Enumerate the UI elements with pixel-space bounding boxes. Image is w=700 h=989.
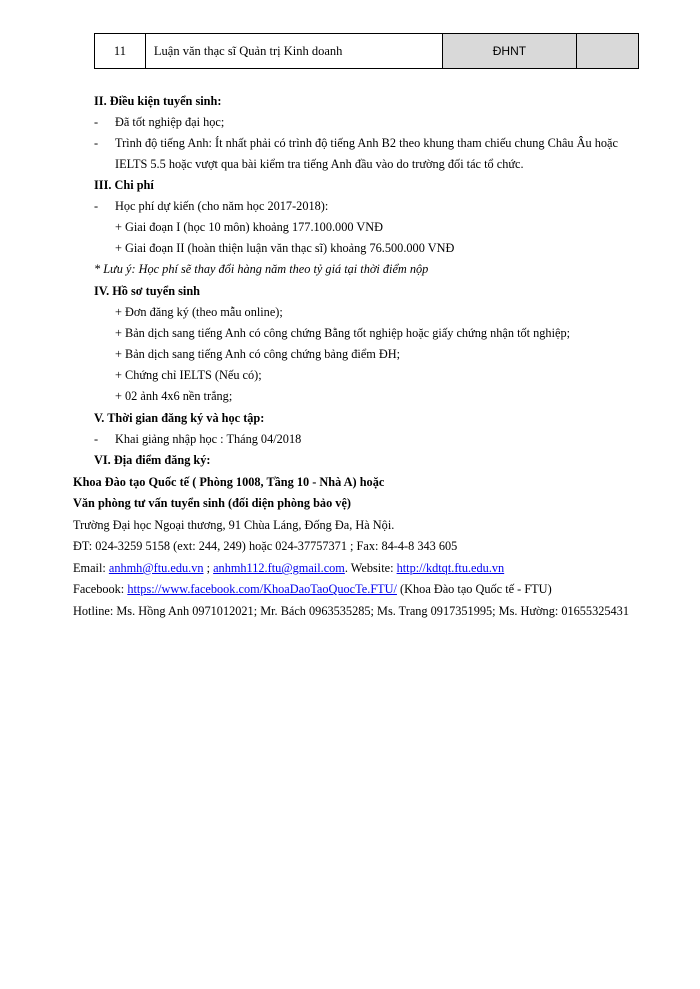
email-link-2[interactable]: anhmh112.ftu@gmail.com bbox=[213, 561, 345, 575]
email-label: Email: bbox=[73, 561, 109, 575]
section-heading-documents: IV. Hồ sơ tuyển sinh bbox=[94, 284, 201, 298]
location-office-1: Khoa Đào tạo Quốc tế ( Phòng 1008, Tầng 10 - Nhà A) hoặc bbox=[73, 475, 385, 489]
facebook-link[interactable]: https://www.facebook.com/KhoaDaoTaoQuocTe.FTU/ bbox=[127, 582, 397, 596]
document-item: + 02 ảnh 4x6 nền trắng; bbox=[115, 389, 233, 403]
contact-facebook-line bbox=[73, 581, 552, 597]
facebook-label: Facebook: bbox=[73, 582, 128, 596]
bullet-dash: - bbox=[94, 432, 99, 446]
section-heading-location: VI. Địa điểm đăng ký: bbox=[94, 453, 211, 467]
email-separator: ; bbox=[203, 561, 214, 575]
admission-item-degree: Đã tốt nghiệp đại học; bbox=[115, 115, 225, 129]
section-heading-admission: II. Điều kiện tuyển sinh: bbox=[94, 94, 222, 108]
cost-note: * Lưu ý: Học phí sẽ thay đổi hàng năm theo tỷ giá tại thời điểm nộp bbox=[94, 262, 429, 276]
website-link[interactable]: http://kdtqt.ftu.edu.vn bbox=[396, 561, 505, 575]
program-name: Luận văn thạc sĩ Quản trị Kinh doanh bbox=[145, 34, 442, 69]
bullet-dash: - bbox=[94, 115, 99, 129]
website-label: . Website: bbox=[344, 561, 397, 575]
contact-email-line bbox=[73, 560, 504, 576]
admission-item-english-line2: IELTS 5.5 hoặc vượt qua bài kiểm tra tiếng Anh đầu vào do trường đối tác tổ chức. bbox=[115, 157, 524, 171]
contact-hotline: Hotline: Ms. Hồng Anh 0971012021; Mr. Bách 0963535285; Ms. Trang 0917351995; Ms. Hường: 01655325431 bbox=[73, 604, 629, 618]
table-row bbox=[95, 34, 639, 69]
empty-cell bbox=[577, 34, 639, 69]
location-office-2: Văn phòng tư vấn tuyển sinh (đối diện phòng bảo vệ) bbox=[73, 496, 351, 510]
row-number: 11 bbox=[95, 34, 146, 69]
program-code: ĐHNT bbox=[442, 34, 577, 69]
email-link-1[interactable]: anhmh@ftu.edu.vn bbox=[108, 561, 204, 575]
cost-item-tuition: Học phí dự kiến (cho năm học 2017-2018): bbox=[115, 199, 329, 213]
bullet-dash: - bbox=[94, 199, 99, 213]
facebook-suffix: (Khoa Đào tạo Quốc tế - FTU) bbox=[396, 582, 552, 596]
document-item: + Bản dịch sang tiếng Anh có công chứng bảng điểm ĐH; bbox=[115, 347, 401, 361]
document-item: + Đơn đăng ký (theo mẫu online); bbox=[115, 305, 283, 319]
document-item: + Bản dịch sang tiếng Anh có công chứng Bằng tốt nghiệp hoặc giấy chứng nhận tốt nghiệp; bbox=[115, 326, 571, 340]
program-table bbox=[94, 33, 639, 69]
contact-phone: ĐT: 024-3259 5158 (ext: 244, 249) hoặc 024-37757371 ; Fax: 84-4-8 343 605 bbox=[73, 539, 458, 553]
location-address: Trường Đại học Ngoại thương, 91 Chùa Láng, Đống Đa, Hà Nội. bbox=[73, 518, 395, 532]
section-heading-cost: III. Chi phí bbox=[94, 178, 154, 192]
admission-item-english-line1: Trình độ tiếng Anh: Ít nhất phải có trình độ tiếng Anh B2 theo khung tham chiếu chung Châu Âu hoặc bbox=[115, 136, 618, 150]
schedule-item-opening: Khai giảng nhập học : Tháng 04/2018 bbox=[115, 432, 302, 446]
bullet-dash: - bbox=[94, 136, 99, 150]
section-heading-schedule: V. Thời gian đăng ký và học tập: bbox=[94, 411, 265, 425]
document-item: + Chứng chỉ IELTS (Nếu có); bbox=[115, 368, 262, 382]
cost-phase-1: + Giai đoạn I (học 10 môn) khoảng 177.100.000 VNĐ bbox=[115, 220, 383, 234]
cost-phase-2: + Giai đoạn II (hoàn thiện luận văn thạc sĩ) khoảng 76.500.000 VNĐ bbox=[115, 241, 455, 255]
